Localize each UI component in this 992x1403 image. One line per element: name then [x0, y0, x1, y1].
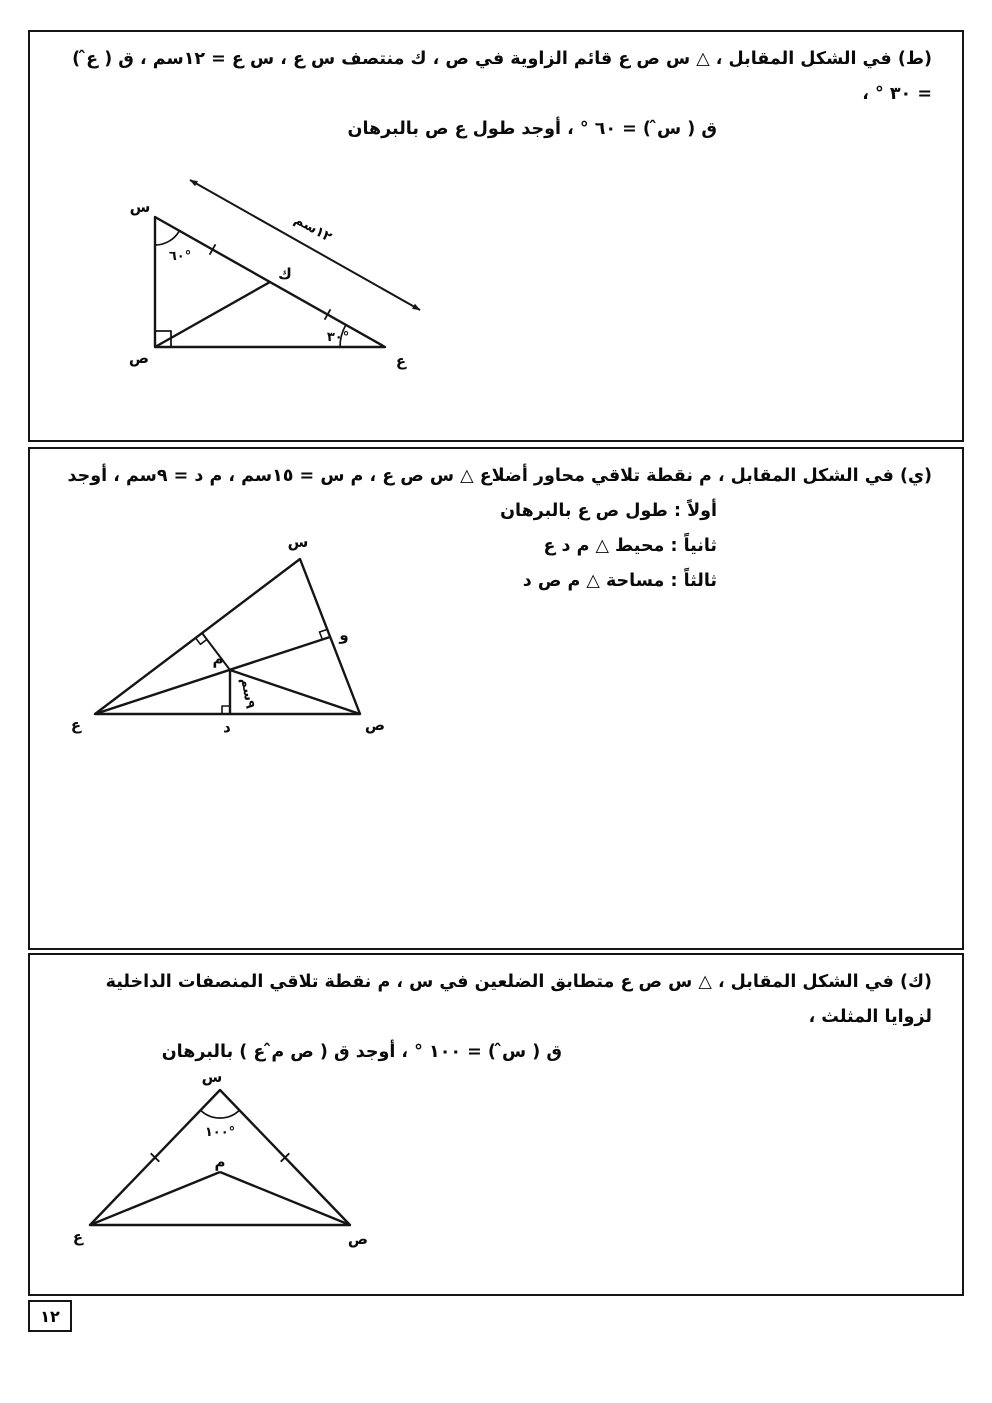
md-length-label: ٩سم	[237, 676, 258, 710]
problem-section-kaf	[28, 953, 964, 1296]
vertex-label-sad: ص	[128, 349, 150, 367]
problem-ya-item2: ثانياً : محيط △ م د ع	[543, 536, 717, 556]
vertex-label-seen: س	[287, 533, 309, 551]
problem-ya-item1: أولاً : طول ص ع بالبرهان	[500, 501, 717, 521]
problem-ta-line1: (ط) في الشكل المقابل ، △ س ص ع قائم الزاوية في ص ، ك منتصف س ع ، س ع = ١٢سم ، ق ( ع̂ ) = ٣٠ ° ،	[72, 49, 932, 104]
center-label-meem: م	[212, 650, 224, 668]
bisector-from-sad	[220, 1172, 350, 1225]
foot-label-dal: د	[223, 718, 231, 736]
problem-ya-line1: (ي) في الشكل المقابل ، م نقطة تلاقي محاور أضلاع △ س ص ع ، م س = ١٥سم ، م د = ٩سم ، أوجد	[67, 466, 932, 486]
problem-kaf-line1: (ك) في الشكل المقابل ، △ س ص ع متطابق الضلعين في س ، م نقطة تلاقي المنصفات الداخلية لزوايا المثلث ،	[105, 972, 932, 1027]
right-angle-mark	[196, 638, 207, 644]
problem-kaf-line2: ق ( س̂ ) = ١٠٠ ° ، أوجد ق ( ص م̂ ع ) بالبرهان	[161, 1042, 562, 1062]
problem-section-ta	[28, 30, 964, 442]
circumcenter-triangle-diagram	[30, 499, 460, 769]
incenter-label-meem: م	[214, 1153, 226, 1171]
vertex-label-seen: س	[129, 198, 151, 216]
page-number: ١٢	[28, 1300, 72, 1332]
problem-ta-line2: ق ( س̂ ) = ٦٠ ° ، أوجد طول ع ص بالبرهان	[347, 119, 717, 139]
hypotenuse-length-label: ١٢سم	[291, 211, 335, 246]
vertex-label-ain: ع	[395, 352, 407, 370]
median-sad-to-kaf	[155, 282, 270, 347]
measure-arrow	[190, 180, 420, 310]
vertex-label-seen: س	[201, 1068, 223, 1086]
angle-value-30: ٣٠°	[326, 330, 350, 345]
problem-section-ya	[28, 447, 964, 950]
isosceles-triangle-diagram	[50, 1050, 440, 1270]
angle-value-60: ٦٠°	[168, 249, 192, 264]
problem-ya-item3: ثالثاً : مساحة △ م ص د	[522, 571, 717, 591]
vertex-label-sad: ص	[364, 716, 386, 734]
foot-label-waw: و	[339, 626, 349, 644]
vertex-label-sad: ص	[347, 1230, 369, 1248]
angle-value-100: ١٠٠°	[204, 1125, 236, 1140]
vertex-label-ain: ع	[70, 716, 82, 734]
line-ain-to-waw	[95, 637, 330, 714]
bisector-from-ain	[90, 1172, 220, 1225]
angle-arc-60	[155, 231, 179, 245]
triangle-outline	[95, 559, 360, 714]
midpoint-label-kaf: ك	[278, 265, 292, 283]
problem-ta-text	[30, 32, 962, 147]
vertex-label-ain: ع	[72, 1228, 84, 1246]
angle-arc-100	[201, 1110, 240, 1118]
right-triangle-diagram	[40, 132, 470, 392]
